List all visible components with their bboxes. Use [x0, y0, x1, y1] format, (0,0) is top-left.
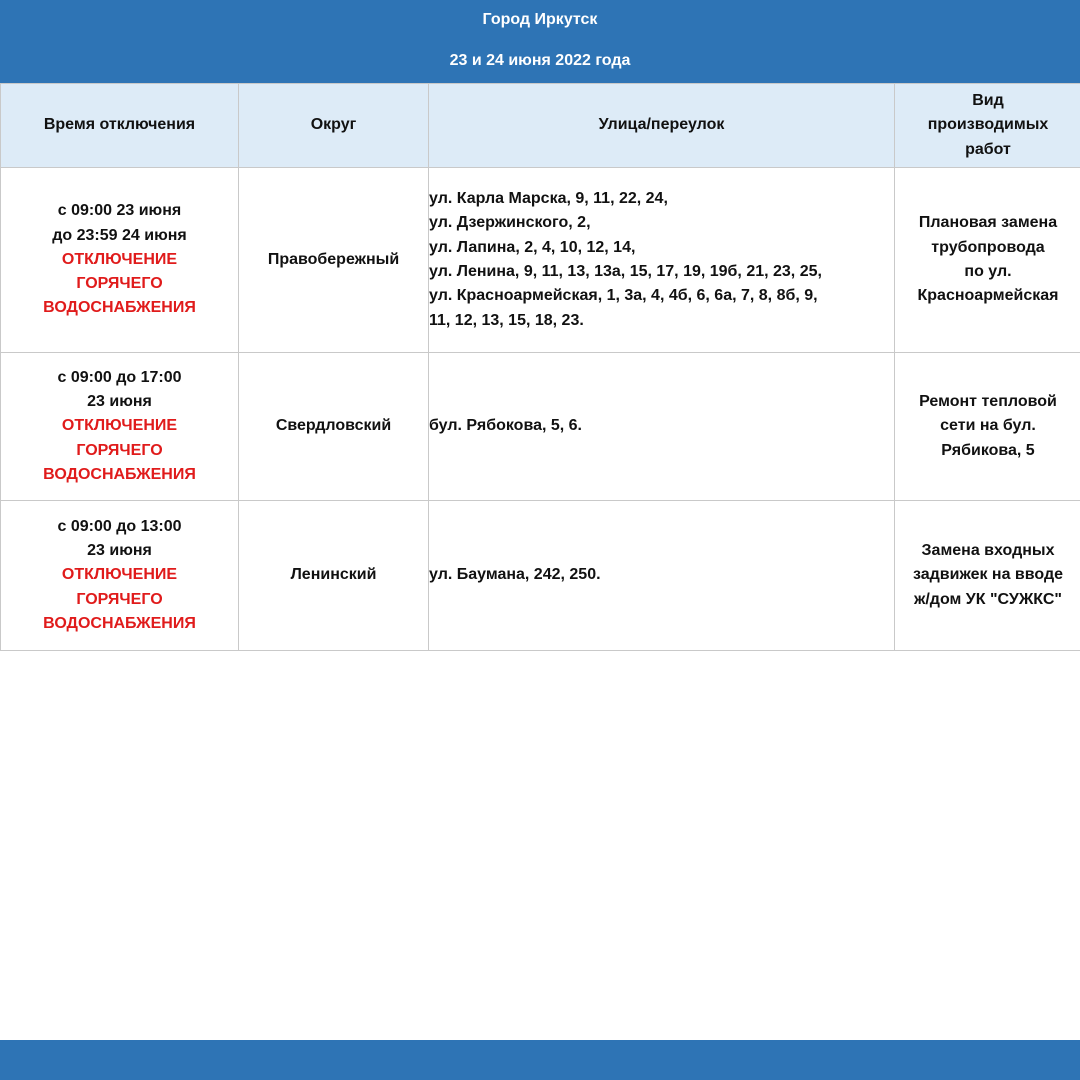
table-row [1, 168, 1080, 353]
time-cell [1, 168, 239, 353]
date-title: 23 и 24 июня 2022 года [449, 52, 631, 69]
time-line: с 09:00 до 13:00 [57, 517, 182, 535]
outage-alert: ОТКЛЮЧЕНИЕ [61, 250, 178, 268]
outage-alert: ВОДОСНАБЖЕНИЯ [43, 614, 196, 632]
outage-alert: ГОРЯЧЕГО [76, 441, 163, 459]
street-line: ул. Лапина, 2, 4, 10, 12, 14, [429, 238, 636, 256]
street-line: ул. Ленина, 9, 11, 13, 13а, 15, 17, 19, 19б, 21, 23, 25, [429, 263, 822, 280]
outage-alert: ОТКЛЮЧЕНИЕ [61, 566, 178, 584]
works-line: Рябикова, 5 [941, 441, 1035, 459]
time-line: 23 июня [87, 393, 152, 411]
district-cell: Свердловский [239, 353, 429, 501]
works-cell [895, 168, 1080, 353]
streets-cell [429, 501, 895, 651]
works-line: Ремонт тепловой [919, 393, 1057, 411]
works-line: Плановая замена [918, 214, 1058, 232]
street-line: бул. Рябокова, 5, 6. [429, 417, 582, 435]
street-line: ул. Дзержинского, 2, [429, 214, 591, 232]
time-line: 23 июня [87, 542, 152, 560]
street-line: ул. Красноармейская, 1, 3а, 4, 4б, 6, 6а, 7, 8, 8б, 9, [429, 287, 818, 305]
outage-alert: ОТКЛЮЧЕНИЕ [61, 417, 178, 435]
city-title: Город Иркутск [482, 11, 598, 28]
header-street: Улица/переулок [429, 84, 895, 168]
outage-alert: ВОДОСНАБЖЕНИЯ [43, 465, 196, 483]
works-cell [895, 501, 1080, 651]
header-works-line: Вид [972, 92, 1004, 110]
outage-alert: ВОДОСНАБЖЕНИЯ [43, 299, 196, 317]
street-line: ул. Баумана, 242, 250. [429, 566, 601, 584]
header-time: Время отключения [1, 84, 239, 168]
table-row [1, 501, 1080, 651]
district-cell: Ленинский [239, 501, 429, 651]
works-cell [895, 353, 1080, 501]
table-row [1, 353, 1080, 501]
table-header-row [1, 84, 1080, 168]
schedule-table [0, 83, 1080, 651]
streets-cell [429, 168, 895, 353]
works-line: ж/дом УК "СУЖКС" [914, 590, 1062, 608]
time-cell [1, 501, 239, 651]
streets-cell [429, 353, 895, 501]
works-line: сети на бул. [940, 417, 1036, 435]
works-line: Замена входных [921, 542, 1055, 560]
street-line: 11, 12, 13, 15, 18, 23. [429, 311, 584, 329]
time-line: до 23:59 24 июня [52, 226, 187, 244]
works-line: по ул. [964, 263, 1012, 280]
outage-alert: ГОРЯЧЕГО [76, 275, 163, 293]
header-works-line: работ [965, 140, 1011, 158]
district-cell: Правобережный [239, 168, 429, 353]
outage-alert: ГОРЯЧЕГО [76, 590, 163, 608]
header-works-line: производимых [927, 116, 1049, 134]
time-cell [1, 353, 239, 501]
title-banner [0, 0, 1080, 83]
footer-band [0, 1040, 1080, 1080]
header-works [895, 84, 1080, 168]
works-line: Красноармейская [917, 287, 1059, 305]
time-line: с 09:00 23 июня [57, 202, 182, 220]
header-district: Округ [239, 84, 429, 168]
time-line: с 09:00 до 17:00 [57, 368, 182, 386]
street-line: ул. Карла Марска, 9, 11, 22, 24, [429, 190, 668, 208]
works-line: трубопровода [931, 238, 1045, 256]
works-line: задвижек на вводе [912, 566, 1064, 584]
